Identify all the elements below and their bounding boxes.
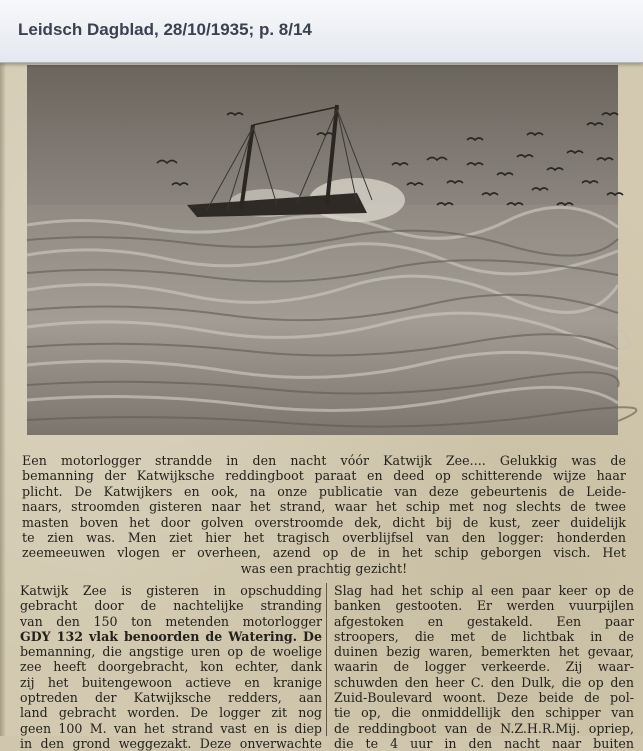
article-line: stroopers, die met de lichtbak in de — [334, 628, 634, 644]
article-line: optreden der Katwijksche redders, aan — [20, 690, 322, 706]
article-line: geen 100 M. van het strand vast en is diep — [20, 720, 322, 736]
caption-line: zeemeeuwen vlogen er overheen, azend op de in het schip geborgen visch. Het — [22, 545, 626, 561]
caption-line: te zien was. Men ziet hier het tragisch overblijfsel van den logger: honderden — [22, 530, 626, 546]
article-column-left — [20, 583, 322, 751]
caption-line: masten boven het door golven overstroomde dek, dicht bij de kust, zeer duidelijk — [22, 514, 626, 530]
article-line: Katwijk Zee is gisteren in opschudding — [20, 583, 322, 598]
article-line: zee heeft doorgebracht, kon echter, dank — [20, 659, 322, 675]
article-line: banken gestooten. Er werden vuurpijlen — [334, 598, 634, 614]
caption-line: was een prachtig gezicht! — [240, 560, 408, 576]
shipwreck-photo-icon — [27, 65, 618, 435]
title-bar — [0, 0, 643, 63]
caption-line: plicht. De Katwijkers en ook, na onze publicatie van deze gebeurtenis de Leide- — [22, 483, 626, 499]
shipwreck-photo — [27, 65, 618, 435]
article-line: afgestoken en gestakeld. Een paar — [334, 613, 634, 629]
caption-line: Een motorlogger strandde in den nacht vóór Katwijk Zee.... Gelukkig was de — [22, 453, 626, 468]
article-line: bemanning, die angstige uren op de woelige — [20, 644, 322, 660]
article-line: waarin de logger verkeerde. Zij waar- — [334, 659, 634, 675]
article-line: duinen bezig waren, bemerkten het gevaar, — [334, 644, 634, 660]
page-title: Leidsch Dagblad, 28/10/1935; p. 8/14 — [18, 20, 312, 39]
article-line: in den grond weggezakt. Deze onverwachte — [20, 735, 322, 751]
article-line: die te 4 uur in den nacht naar buiten — [334, 735, 634, 751]
article-line: GDY 132 vlak benoorden de Watering. De — [20, 628, 322, 644]
article-line: schuwden den heer C. den Dulk, die op den — [334, 674, 634, 690]
article-line: Slag had het schip al een paar keer op de — [334, 583, 634, 598]
page-fold-shadow — [0, 63, 6, 736]
article-line: zij het buitengewoon actieve en kranige — [20, 674, 322, 690]
column-divider — [326, 583, 327, 736]
caption-line: bemanning der Katwijksche reddingboot paraat en deed op schitterende wijze haar — [22, 468, 626, 484]
newspaper-scan — [0, 63, 643, 751]
photo-caption — [22, 453, 626, 576]
article-line: tie op, die onmiddellijk den schipper van — [334, 705, 634, 721]
article-column-right — [334, 583, 634, 751]
article-line: Zuid-Boulevard woont. Deze beide de pol- — [334, 690, 634, 706]
article-line: de reddingboot van de N.Z.H.R.Mij. opriep, — [334, 720, 634, 736]
article-line: gebracht door de nachtelijke stranding — [20, 598, 322, 614]
caption-line: naars, stroomden gisteren naar het strand, waar het schip met nog slechts de twee — [22, 499, 626, 515]
article-line: land gebracht worden. De logger zit nog — [20, 705, 322, 721]
article-line: van den 150 ton metenden motorlogger — [20, 613, 322, 629]
